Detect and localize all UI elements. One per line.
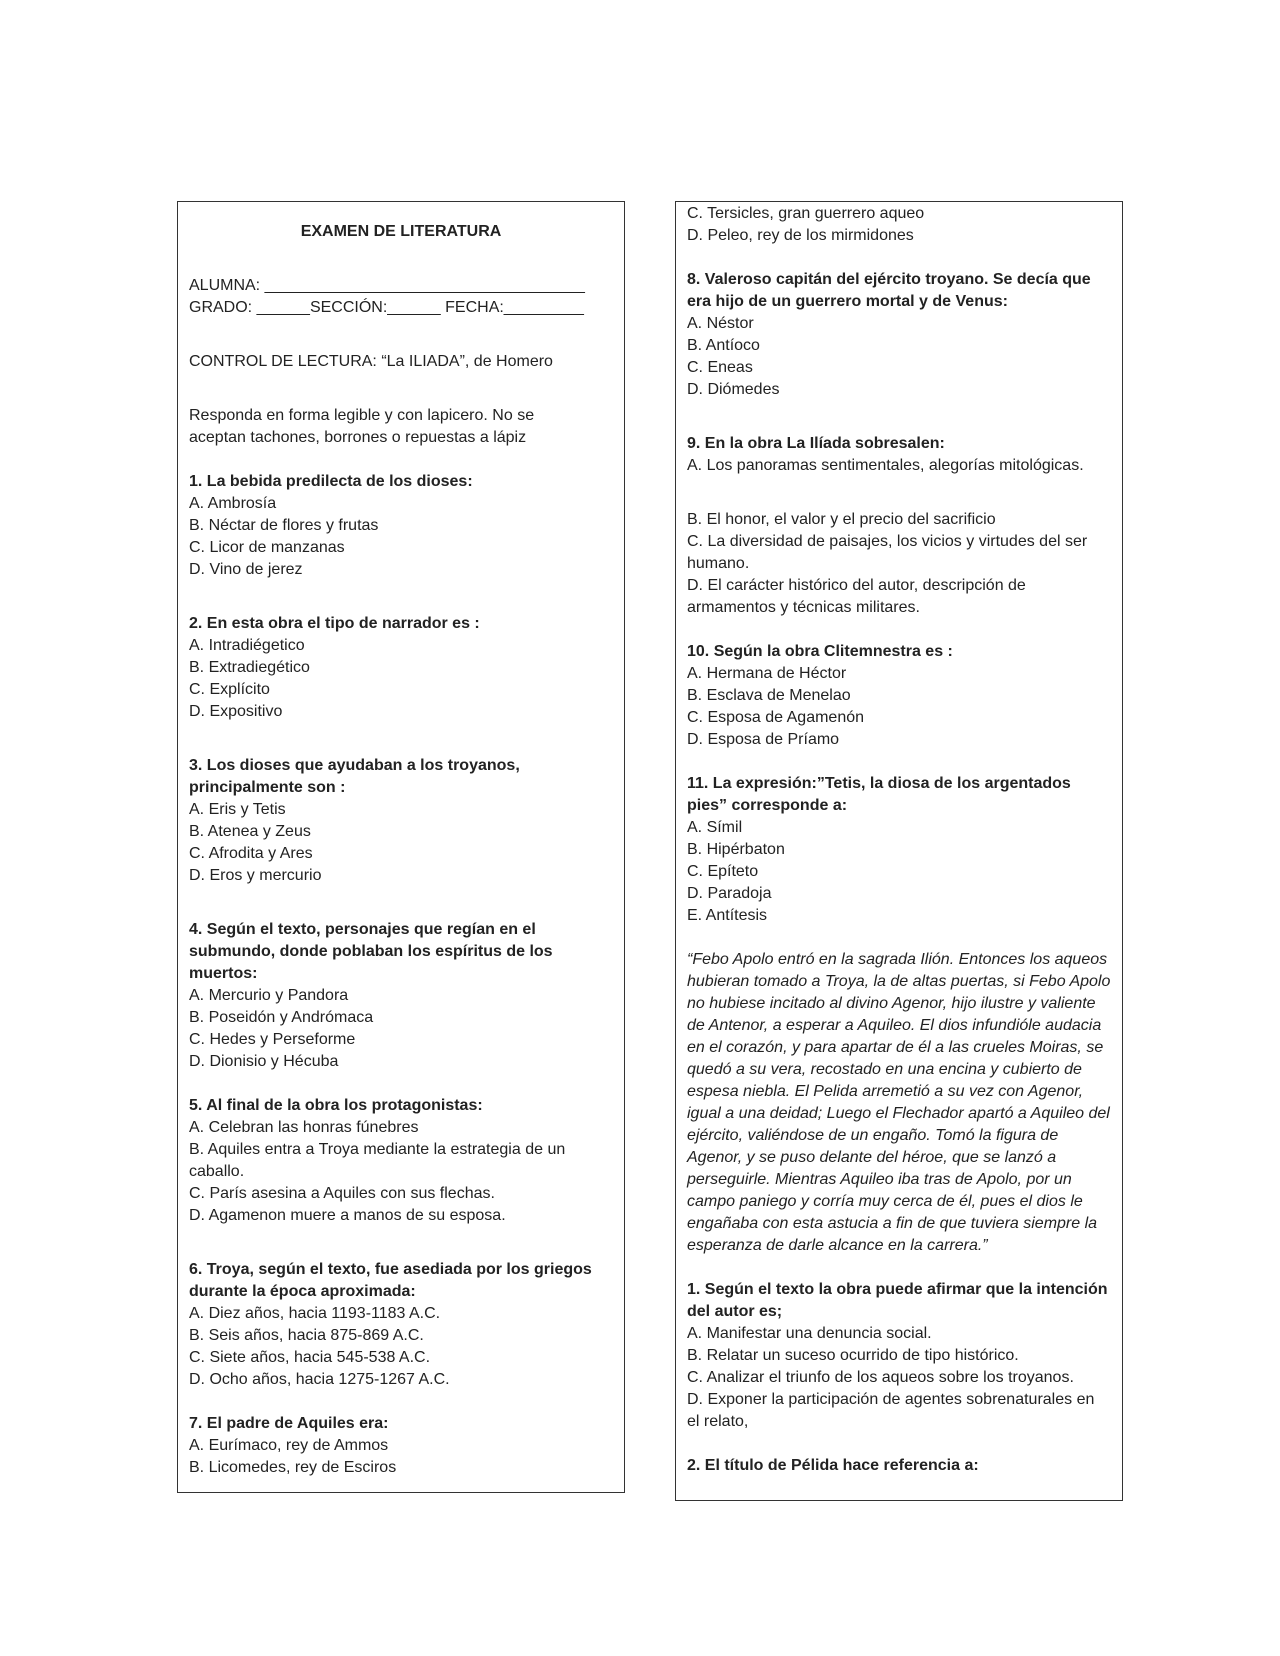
option: B. Néctar de flores y frutas [189, 517, 379, 534]
question-9 [687, 433, 1111, 619]
question-text: 5. Al final de la obra los protagonistas: [189, 1097, 483, 1114]
question-text: 10. Según la obra Clitemnestra es : [687, 643, 953, 660]
option: A. Mercurio y Pandora [189, 987, 349, 1004]
reading-passage: “Febo Apolo entró en la sagrada Ilión. Entonces los aqueos hubieran tomado a Troya, la de altas puertas, si Febo Apolo no hubiese incitado al divino Agenor, hijo ilustre y valiente de Antenor, a esperar a Aquileo. El dios infundióle audacia en el corazón, y para apartar de él a las crueles Moiras, se quedó a su vera, recostado en una encina y cubierto de espesa niebla. El Pelida arremetió a su vez con Agenor, igual a una deidad; Luego el Flechador apartó a Aquileo del ejército, valiéndose de un engaño. Tomó la figura de Agenor, y se puso delante del héroe, que se lanzó a perseguirle. Mientras Aquileo iba tras de Apolo, por un campo paniego y corría muy cerca de él, pues el dios le engañaba con esta astucia a fin de que tuviera siempre la esperanza de darle alcance en la carrera.” [687, 951, 1111, 1254]
option: B. Aquiles entra a Troya mediante la estrategia de un caballo. [189, 1141, 566, 1180]
option: D. Diómedes [687, 381, 780, 398]
question-4 [189, 919, 613, 1073]
option: C. La diversidad de paisajes, los vicios y virtudes del ser humano. [687, 533, 1088, 572]
instructions: Responda en forma legible y con lapicero. No se aceptan tachones, borrones o repuestas a lápiz [189, 407, 535, 446]
option: B. Seis años, hacia 875-869 A.C. [189, 1327, 424, 1344]
option: B. Hipérbaton [687, 841, 785, 858]
option: B. Licomedes, rey de Esciros [189, 1459, 397, 1476]
option: B. Poseidón y Andrómaca [189, 1009, 374, 1026]
question-text: 9. En la obra La Ilíada sobresalen: [687, 435, 945, 452]
option: C. Licor de manzanas [189, 539, 345, 556]
question-6 [189, 1259, 613, 1391]
question-text: 2. El título de Pélida hace referencia a: [687, 1457, 979, 1474]
grado-field: GRADO: ______SECCIÓN:______ FECHA:_________ [189, 299, 584, 316]
option: C. Epíteto [687, 863, 759, 880]
question-text: 7. El padre de Aquiles era: [189, 1415, 389, 1432]
exam-column-right [675, 201, 1123, 1501]
question-text: 4. Según el texto, personajes que regían en el submundo, donde poblaban los espíritus de los muertos: [189, 921, 553, 982]
question-text: 11. La expresión:”Tetis, la diosa de los argentados pies” corresponde a: [687, 775, 1071, 814]
option: A. Néstor [687, 315, 754, 332]
option: A. Eris y Tetis [189, 801, 286, 818]
option: A. Eurímaco, rey de Ammos [189, 1437, 389, 1454]
option: A. Manifestar una denuncia social. [687, 1325, 932, 1342]
option: D. Paradoja [687, 885, 772, 902]
option: B. Extradiegético [189, 659, 310, 676]
question-text: 6. Troya, según el texto, fue asediada por los griegos durante la época aproximada: [189, 1261, 592, 1300]
option: D. Eros y mercurio [189, 867, 322, 884]
option: A. Intradiégetico [189, 637, 305, 654]
question-3 [189, 755, 613, 887]
option: C. Hedes y Perseforme [189, 1031, 356, 1048]
question-1 [189, 471, 613, 581]
option: C. Esposa de Agamenón [687, 709, 865, 726]
option: B. Relatar un suceso ocurrido de tipo histórico. [687, 1347, 1019, 1364]
option: C. Eneas [687, 359, 753, 376]
question-11 [687, 773, 1111, 927]
option: A. Símil [687, 819, 743, 836]
option: C. Siete años, hacia 545-538 A.C. [189, 1349, 431, 1366]
option: D. El carácter histórico del autor, descripción de armamentos y técnicas militares. [687, 577, 1026, 616]
question-text: 3. Los dioses que ayudaban a los troyanos, principalmente son : [189, 757, 520, 796]
option: B. El honor, el valor y el precio del sacrificio [687, 511, 996, 528]
question-8 [687, 269, 1111, 401]
option: A. Los panoramas sentimentales, alegorías mitológicas. [687, 457, 1084, 474]
alumna-field: ALUMNA: ____________________________________ [189, 277, 585, 294]
option: B. Antíoco [687, 337, 760, 354]
option: D. Agamenon muere a manos de su esposa. [189, 1207, 506, 1224]
option: D. Exponer la participación de agentes sobrenaturales en el relato, [687, 1391, 1095, 1430]
question-5 [189, 1095, 613, 1227]
option: D. Peleo, rey de los mirmidones [687, 227, 914, 244]
option: C. Tersicles, gran guerrero aqueo [687, 205, 925, 222]
option: D. Expositivo [189, 703, 283, 720]
question-10 [687, 641, 1111, 751]
control-lectura: CONTROL DE LECTURA: “La ILIADA”, de Homero [189, 353, 553, 370]
option: D. Dionisio y Hécuba [189, 1053, 339, 1070]
option: D. Esposa de Príamo [687, 731, 840, 748]
passage-question-2 [687, 1455, 1111, 1477]
option: A. Diez años, hacia 1193-1183 A.C. [189, 1305, 441, 1322]
option: C. Explícito [189, 681, 270, 698]
exam-column-left [177, 201, 625, 1493]
option: A. Hermana de Héctor [687, 665, 847, 682]
passage-question-1 [687, 1279, 1111, 1433]
question-7 [189, 1413, 613, 1479]
option: E. Antítesis [687, 907, 768, 924]
exam-title: EXAMEN DE LITERATURA [300, 223, 502, 240]
question-text: 1. Según el texto la obra puede afirmar que la intención del autor es; [687, 1281, 1108, 1320]
question-2 [189, 613, 613, 723]
option: C. París asesina a Aquiles con sus flechas. [189, 1185, 495, 1202]
question-text: 2. En esta obra el tipo de narrador es : [189, 615, 480, 632]
option: A. Ambrosía [189, 495, 277, 512]
option: D. Vino de jerez [189, 561, 303, 578]
option: C. Analizar el triunfo de los aqueos sobre los troyanos. [687, 1369, 1074, 1386]
question-text: 8. Valeroso capitán del ejército troyano. Se decía que era hijo de un guerrero mortal y de Venus: [687, 271, 1091, 310]
option: B. Esclava de Menelao [687, 687, 851, 704]
option: B. Atenea y Zeus [189, 823, 311, 840]
option: C. Afrodita y Ares [189, 845, 313, 862]
option: A. Celebran las honras fúnebres [189, 1119, 419, 1136]
question-text: 1. La bebida predilecta de los dioses: [189, 473, 473, 490]
option: D. Ocho años, hacia 1275-1267 A.C. [189, 1371, 450, 1388]
